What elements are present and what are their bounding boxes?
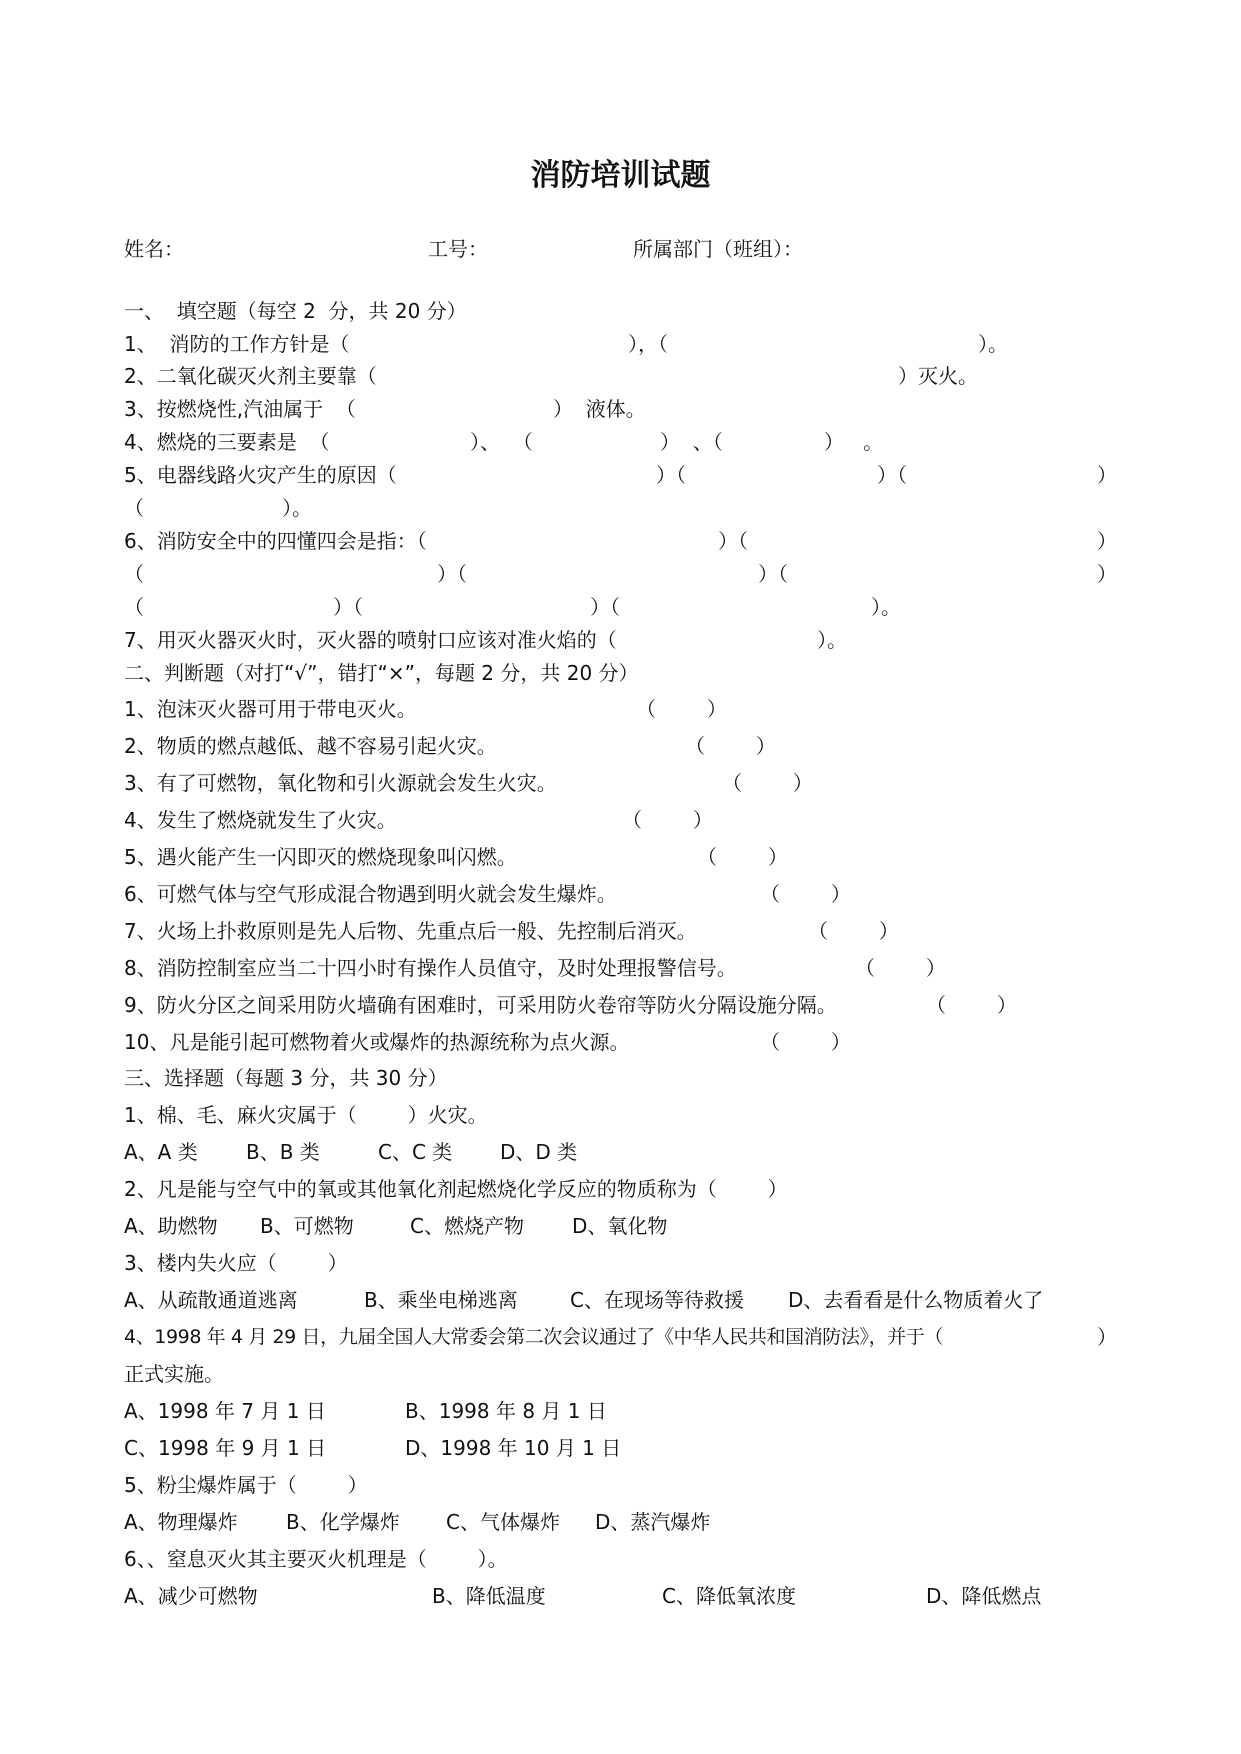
id-label: 工号： [428, 237, 488, 261]
judge-item-text: 8、消防控制室应当二十四小时有操作人员值守，及时处理报警信号。 [124, 956, 737, 980]
choice-q4-text-cont: 正式实施。 [124, 1362, 224, 1386]
fill-q6-sep1: ）（ [718, 529, 748, 553]
fill-q1-sep: ），（ [628, 332, 668, 356]
judge-item-text: 5、遇火能产生一闪即灭的燃烧现象叫闪燃。 [124, 845, 517, 869]
fill-q6-sep7: ）（ [590, 595, 620, 619]
choice-q6-option: C、降低氧浓度 [662, 1584, 796, 1608]
judge-item-blank: （ ） [760, 882, 851, 906]
fill-q6-text: 6、消防安全中的四懂四会是指：（ [124, 529, 427, 553]
choice-q1-option: B、B 类 [246, 1140, 320, 1164]
choice-q3-option: D、去看看是什么物质着火了 [788, 1288, 1044, 1312]
fill-q6-end: ）。 [871, 595, 901, 619]
choice-q6-option: D、降低燃点 [926, 1584, 1042, 1608]
fill-q6-open3: （ [124, 595, 144, 619]
fill-q5-sep3: ） [1097, 463, 1117, 487]
choice-q6: 6、、窒息灭火其主要灭火机理是（ ）。 [124, 1547, 508, 1571]
judge-item-text: 1、泡沫灭火器可用于带电灭火。 [124, 697, 417, 721]
fill-q6-sep3: ）（ [437, 562, 467, 586]
choice-q1-option: A、A 类 [124, 1140, 198, 1164]
choice-q4-text: 4、1998 年 4 月 29 日，九届全国人大常委会第二次会议通过了《中华人民共和国消防法》，并于（ [124, 1326, 944, 1348]
fill-q7-text: 7、用灭火器灭火时，灭火器的喷射口应该对准火焰的（ [124, 628, 617, 652]
fill-q7-end: ）。 [817, 628, 847, 652]
choice-q5: 5、粉尘爆炸属于（ ） [124, 1473, 368, 1497]
judge-item-blank: （ ） [926, 993, 1017, 1017]
choice-q6-option: A、减少可燃物 [124, 1584, 258, 1608]
choice-q3-option: C、在现场等待救援 [570, 1288, 744, 1312]
choice-q4-option: D、1998 年 10 月 1 日 [405, 1436, 622, 1460]
choice-q2: 2、凡是能与空气中的氧或其他氧化剂起燃烧化学反应的物质称为（ ） [124, 1177, 788, 1201]
choice-q4-option: A、1998 年 7 月 1 日 [124, 1399, 326, 1423]
fill-heading: 一、 填空题（每空 2 分，共 20 分） [124, 299, 467, 323]
fill-q5-sep2: ）（ [877, 463, 907, 487]
judge-item-text: 6、可燃气体与空气形成混合物遇到明火就会发生爆炸。 [124, 882, 617, 906]
choice-q3-option: A、从疏散通道逃离 [124, 1288, 298, 1312]
choice-q6-option: B、降低温度 [432, 1584, 546, 1608]
choice-q5-option: A、物理爆炸 [124, 1510, 238, 1534]
fill-q6-sep5: ） [1097, 562, 1117, 586]
dept-label: 所属部门（班组）： [633, 237, 803, 261]
choice-heading: 三、选择题（每题 3 分，共 30 分） [124, 1066, 448, 1090]
fill-q5-sep1: ）（ [656, 463, 686, 487]
fill-q4-end: ） 。 [824, 430, 884, 454]
choice-q3: 3、楼内失火应（ ） [124, 1251, 348, 1275]
fill-q4-sep1: ）、 （ [470, 430, 533, 454]
fill-q5-end: ）。 [282, 496, 312, 520]
choice-q2-option: D、氧化物 [572, 1214, 668, 1238]
choice-q4-option: B、1998 年 8 月 1 日 [405, 1399, 607, 1423]
judge-item-blank: （ ） [722, 771, 813, 795]
fill-q3-end: ） 液体。 [553, 397, 646, 421]
fill-q1-text: 1、 消防的工作方针是（ [124, 332, 350, 356]
judge-item-blank: （ ） [636, 697, 727, 721]
judge-item-text: 4、发生了燃烧就发生了火灾。 [124, 808, 397, 832]
fill-q1-end: ）。 [978, 332, 1008, 356]
judge-item-blank: （ ） [697, 845, 788, 869]
fill-q2-end: ）灭火。 [898, 364, 978, 388]
choice-q4-close: ） [1097, 1325, 1117, 1349]
judge-item-blank: （ ） [808, 919, 899, 943]
fill-q6-sep4: ）（ [758, 562, 788, 586]
judge-item-text: 9、防火分区之间采用防火墙确有困难时，可采用防火卷帘等防火分隔设施分隔。 [124, 993, 837, 1017]
judge-item-text: 2、物质的燃点越低、越不容易引起火灾。 [124, 734, 497, 758]
judge-heading: 二、判断题（对打“√”，错打“×”，每题 2 分，共 20 分） [124, 661, 639, 685]
choice-q5-option: B、化学爆炸 [286, 1510, 400, 1534]
fill-q4-text: 4、燃烧的三要素是 （ [124, 430, 330, 454]
choice-q2-option: A、助燃物 [124, 1214, 218, 1238]
judge-item-text: 7、火场上扑救原则是先人后物、先重点后一般、先控制后消灭。 [124, 919, 697, 943]
choice-q2-option: B、可燃物 [260, 1214, 354, 1238]
fill-q6-sep2: ） [1097, 529, 1117, 553]
choice-q1: 1、棉、毛、麻火灾属于（ ）火灾。 [124, 1103, 488, 1127]
fill-q5-text: 5、电器线路火灾产生的原因（ [124, 463, 397, 487]
fill-q4-sep2: ） 、（ [660, 430, 723, 454]
fill-q6-sep6: ）（ [333, 595, 363, 619]
choice-q2-option: C、燃烧产物 [410, 1214, 524, 1238]
choice-q1-option: C、C 类 [378, 1140, 453, 1164]
choice-q1-option: D、D 类 [500, 1140, 578, 1164]
judge-item-blank: （ ） [855, 956, 946, 980]
fill-q3-text: 3、按燃烧性,汽油属于 （ [124, 397, 356, 421]
judge-item-blank: （ ） [760, 1030, 851, 1054]
choice-q5-option: D、蒸汽爆炸 [595, 1510, 711, 1534]
fill-q6-open2: （ [124, 562, 144, 586]
judge-item-text: 3、有了可燃物，氧化物和引火源就会发生火灾。 [124, 771, 557, 795]
choice-q5-option: C、气体爆炸 [446, 1510, 560, 1534]
name-label: 姓名： [124, 237, 184, 261]
choice-q4-option: C、1998 年 9 月 1 日 [124, 1436, 327, 1460]
judge-item-blank: （ ） [622, 808, 713, 832]
fill-q2-text: 2、二氧化碳灭火剂主要靠（ [124, 364, 377, 388]
choice-q3-option: B、乘坐电梯逃离 [364, 1288, 518, 1312]
fill-q5-open: （ [124, 496, 144, 520]
judge-item-text: 10、凡是能引起可燃物着火或爆炸的热源统称为点火源。 [124, 1030, 630, 1054]
page-title: 消防培训试题 [530, 158, 711, 193]
judge-item-blank: （ ） [685, 734, 776, 758]
